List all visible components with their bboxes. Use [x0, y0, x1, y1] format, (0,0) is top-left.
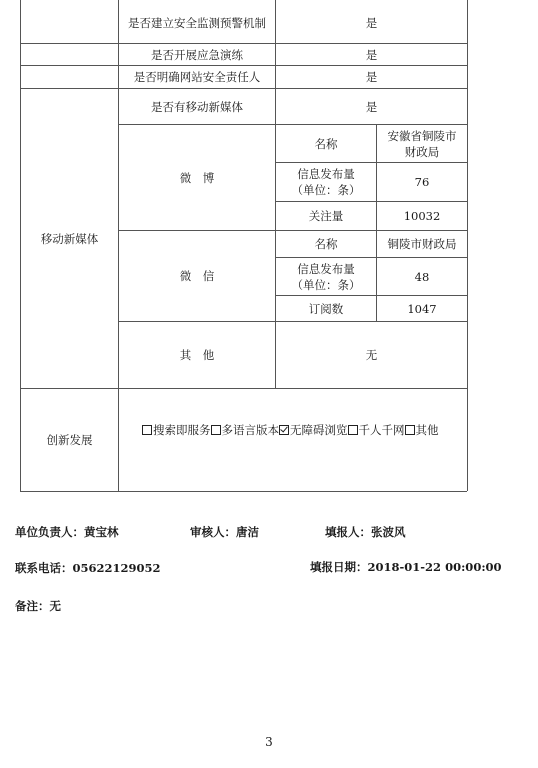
weibo-followers-value: 10032 — [403, 209, 441, 223]
option-multilingual: 多语言版本 — [221, 423, 279, 437]
weixin-name-value: 铜陵市财政局 — [387, 237, 457, 251]
row-value-owner: 是 — [365, 70, 378, 84]
checkbox-multilingual[interactable] — [211, 425, 221, 435]
checkbox-personalized[interactable] — [348, 425, 358, 435]
row-value-monitoring: 是 — [365, 16, 378, 30]
weixin-label: 微 信 — [179, 269, 215, 283]
weixin-posts-value: 48 — [414, 269, 430, 284]
row-label-monitoring: 是否建立安全监测预警机制 — [128, 16, 266, 30]
unit-head: 单位负责人：黄宝林 — [15, 525, 119, 539]
checkbox-search-service[interactable] — [142, 425, 152, 435]
option-personalized: 千人千网 — [358, 423, 405, 437]
checkbox-other[interactable] — [405, 425, 415, 435]
filler: 填报人：张波风 — [325, 525, 406, 539]
weixin-subs-label: 订阅数 — [308, 301, 344, 316]
row-label-drill: 是否开展应急演练 — [151, 47, 243, 62]
checkbox-accessibility[interactable] — [279, 425, 289, 435]
weibo-name-value: 安徽省铜陵市财政局 — [387, 128, 457, 159]
weixin-subs-value: 1047 — [407, 301, 437, 316]
remark: 备注：无 — [15, 599, 61, 613]
innovation-options — [142, 422, 439, 438]
other-label: 其 他 — [179, 348, 215, 362]
contact-phone: 联系电话：05622129052 — [15, 561, 161, 575]
option-accessibility: 无障碍浏览 — [290, 423, 348, 437]
page-number: 3 — [265, 735, 273, 749]
has-mobile-label: 是否有移动新媒体 — [151, 99, 243, 114]
has-mobile-value: 是 — [365, 99, 378, 114]
weibo-label: 微 博 — [179, 170, 215, 185]
fill-date: 填报日期：2018-01-22 00:00:00 — [310, 560, 502, 574]
row-label-owner: 是否明确网站安全责任人 — [133, 70, 261, 84]
weixin-name-label: 名称 — [314, 237, 338, 251]
reviewer: 审核人：唐洁 — [190, 525, 259, 539]
weibo-name-label: 名称 — [314, 136, 338, 151]
weixin-posts-label: 信息发布量 （单位：条） — [291, 261, 361, 292]
option-search-service: 搜索即服务 — [153, 423, 211, 437]
row-value-drill: 是 — [365, 47, 378, 62]
weibo-posts-value: 76 — [414, 175, 430, 189]
weibo-followers-label: 关注量 — [308, 209, 344, 223]
innovation-label: 创新发展 — [46, 433, 93, 447]
option-other: 其他 — [415, 423, 439, 437]
weibo-posts-label: 信息发布量 （单位：条） — [291, 167, 361, 197]
section-label-mobile: 移动新媒体 — [40, 231, 99, 246]
other-value: 无 — [365, 348, 378, 362]
